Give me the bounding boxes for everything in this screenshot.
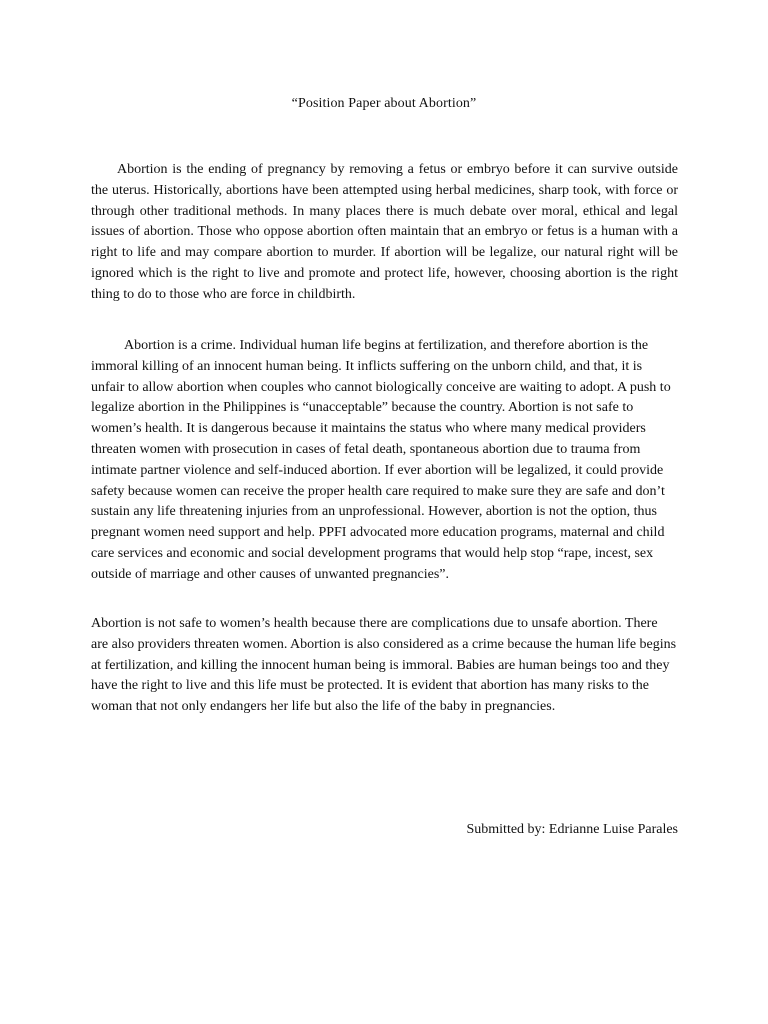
page-title: “Position Paper about Abortion”	[291, 96, 477, 111]
paragraph-introduction: Abortion is the ending of pregnancy by removing a fetus or embryo before it can survive outside the uterus. Historically, abortions have been attempted using herbal medicines, sharp took, with force or through other traditional methods. In many places there is much debate over moral, ethical and legal issues of abortion. Those who oppose abortion often maintain that an embryo or fetus is a human with a right to life and may compare abortion to murder. If abortion will be legalize, our natural right will be ignored which is the right to live and promote and protect life, however, choosing abortion is the right thing to do to those who are force in childbirth.	[91, 162, 678, 302]
paragraph-conclusion: Abortion is not safe to women’s health because there are complications due to unsafe abortion. There are also providers threaten women. Abortion is also considered as a crime because the human life begins at fertilization, and killing the innocent human being is immoral. Babies are human beings too and they have the right to live and this life must be protected. It is evident that abortion has many risks to the woman that not only endangers her life but also the life of the baby in pregnancies.	[91, 616, 677, 715]
paragraph-body: Abortion is a crime. Individual human life begins at fertilization, and therefore abortion is the immoral killing of an innocent human being. It inflicts suffering on the unborn child, and that, it is unfair to allow abortion when couples who cannot biologically conceive are waiting to adopt. A push to legalize abortion in the Philippines is “unacceptable” because the country. Abortion is not safe to women’s health. It is dangerous because it maintains the status who where many medical providers threaten women with prosecution in cases of fetal death, spontaneous abortion due to trauma from intimate partner violence and self-induced abortion. If ever abortion will be legalized, it could provide safety because women can receive the proper health care required to make sure they are safe and don’t sustain any life threatening injuries from an unprofessional. However, abortion is not the option, thus pregnant women need support and help. PPFI advocated more education programs, maternal and child care services and economic and social development programs that would help stop “rape, incest, sex outside of marriage and other causes of unwanted pregnancies”.	[91, 338, 671, 582]
signature-line: Submitted by: Edrianne Luise Parales	[466, 822, 678, 837]
